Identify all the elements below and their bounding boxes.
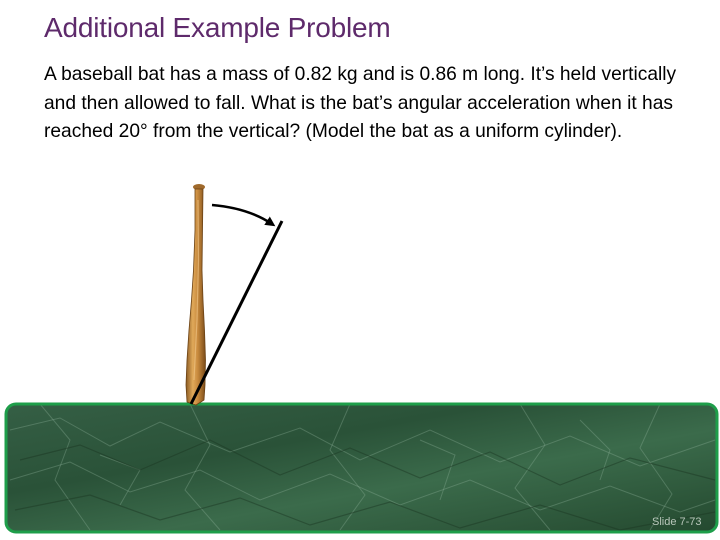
slide-title: Additional Example Problem (44, 12, 391, 43)
tilted-bat-line (191, 221, 282, 404)
baseball-bat (186, 184, 206, 405)
rotation-arrow (212, 205, 272, 224)
slide-number: Slide 7-73 (652, 516, 702, 528)
problem-text: A baseball bat has a mass of 0.82 kg and is 0.86 m long. It’s held vertically and then allowed to fall. What is the bat’s angular acceleration when it has reached 20° from the vertical? (Model the bat as a uniform cylinder). (44, 64, 677, 142)
